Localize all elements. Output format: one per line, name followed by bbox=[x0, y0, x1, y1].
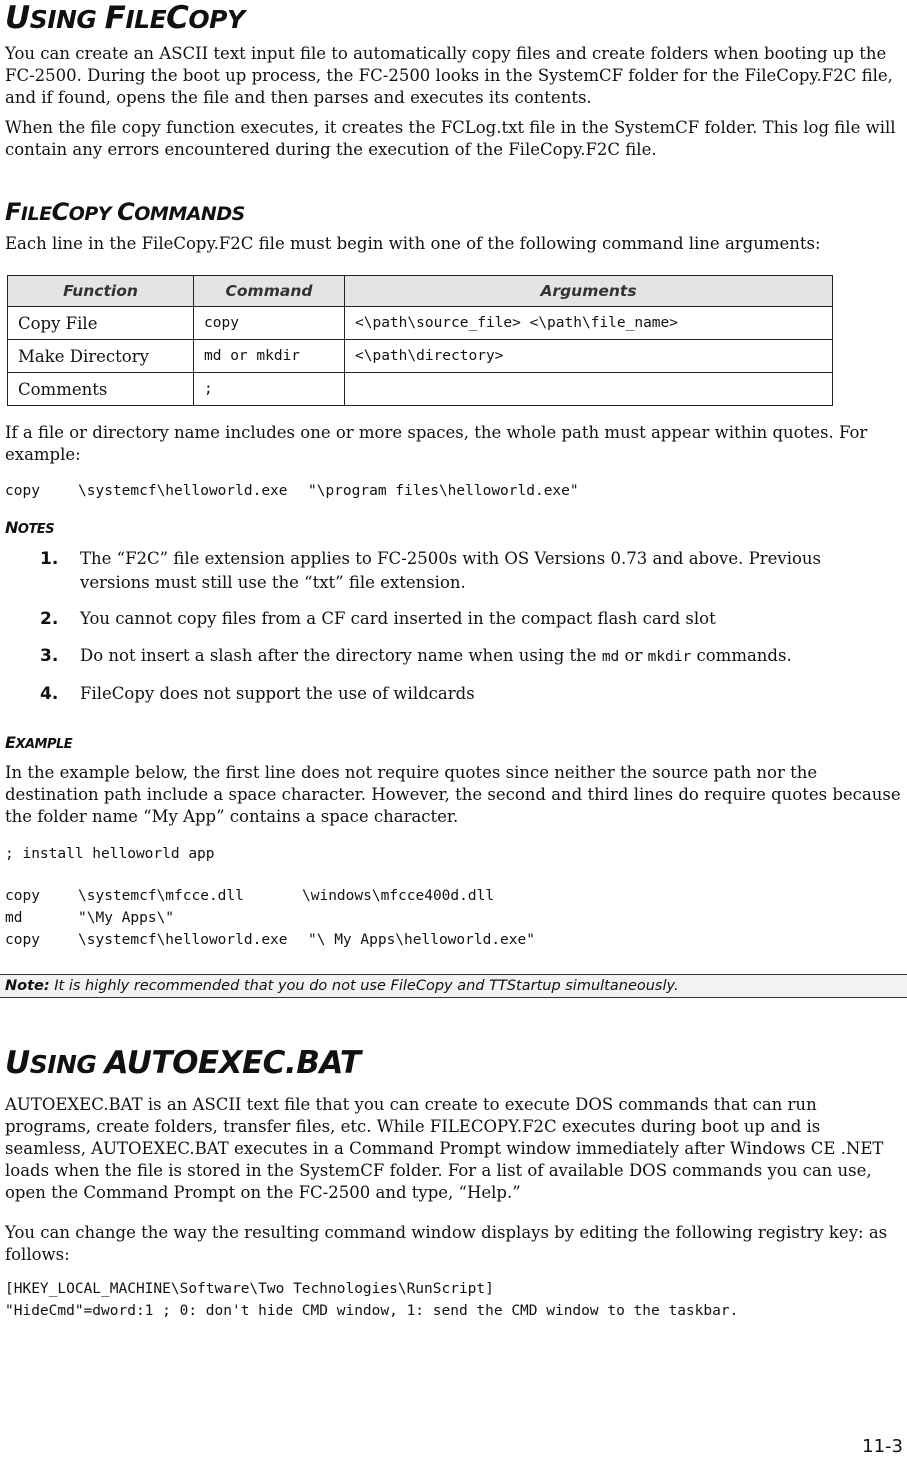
header-function: Function bbox=[8, 276, 194, 307]
list-text-part: Do not insert a slash after the directory name when using the bbox=[80, 646, 602, 665]
code-command: md bbox=[5, 910, 23, 926]
code-line bbox=[5, 907, 535, 929]
heading-example bbox=[5, 733, 72, 755]
cell-function: Comments bbox=[8, 373, 194, 406]
heading-letter: N bbox=[5, 518, 18, 537]
code-source: \systemcf\mfcce.dll bbox=[78, 888, 244, 904]
heading-letter: U bbox=[5, 0, 30, 36]
list-text: FileCopy does not support the use of wildcards bbox=[80, 684, 475, 703]
code-source: "\My Apps\" bbox=[78, 910, 175, 926]
code-mkdir: mkdir bbox=[647, 649, 692, 665]
filecopy-log-paragraph: When the file copy function executes, it creates the FCLog.txt file in the SystemCF folder. This log file will contain any errors encountered during the execution of the FileCopy.F2C file. bbox=[5, 118, 896, 159]
heading-letter: F bbox=[104, 0, 126, 36]
cell-command: copy bbox=[194, 307, 345, 340]
cell-command: md or mkdir bbox=[194, 340, 345, 373]
cell-arguments bbox=[345, 373, 833, 406]
example-comment bbox=[5, 843, 215, 866]
notes-list bbox=[5, 547, 902, 706]
heading-text: ILE bbox=[20, 203, 52, 225]
heading-text: XAMPLE bbox=[15, 737, 73, 752]
header-command: Command bbox=[194, 276, 345, 307]
heading-notes bbox=[5, 518, 54, 540]
table-row bbox=[8, 340, 833, 373]
table-header-row bbox=[8, 276, 833, 307]
code-command: copy bbox=[5, 483, 40, 499]
commands-table bbox=[7, 275, 833, 406]
section-using-filecopy bbox=[5, 0, 902, 161]
spaces-note-paragraph: If a file or directory name includes one or more spaces, the whole path must appear within quotes. For example: bbox=[5, 423, 868, 464]
heading-text: OPY bbox=[68, 203, 118, 225]
section-filecopy-commands bbox=[5, 199, 902, 255]
cell-arguments: <\path\directory> bbox=[345, 340, 833, 373]
page-number: 11-3 bbox=[862, 1436, 903, 1457]
heading-letter: F bbox=[5, 198, 21, 226]
heading-letter: C bbox=[51, 198, 69, 226]
heading-text: OTES bbox=[17, 522, 55, 537]
autoexec-paragraph: AUTOEXEC.BAT is an ASCII text file that you can create to execute DOS commands that can run programs, create folders, transfer files, etc. While FILECOPY.F2C executes during boot up and is seamless, AUTOEXEC.BAT executes in a Command Prompt window immediately after Windows CE .NET loads when the file is stored in the SystemCF folder. For a list of available DOS commands you can use, open the Command Prompt on the FC-2500 and type, “Help.” bbox=[5, 1095, 884, 1202]
heading-using-filecopy bbox=[5, 0, 902, 37]
code-line bbox=[5, 929, 535, 951]
note-box bbox=[0, 974, 907, 998]
code-destination: "\ My Apps\helloworld.exe" bbox=[308, 932, 535, 948]
list-text-part: or bbox=[619, 646, 648, 665]
code-command: copy bbox=[5, 932, 40, 948]
list-item bbox=[5, 547, 902, 595]
example-paragraph: In the example below, the first line does not require quotes since neither the source path nor the destination path include a space character. However, the second and third lines do require quotes because the folder name “My App” contains a space character. bbox=[5, 763, 901, 826]
note-text: It is highly recommended that you do not use FileCopy and TTStartup simultaneously. bbox=[49, 978, 679, 994]
heading-letter: C bbox=[117, 198, 135, 226]
code-destination: "\program files\helloworld.exe" bbox=[308, 483, 579, 499]
filecopy-intro-paragraph: You can create an ASCII text input file to automatically copy files and create folders when booting up the FC-2500. During the boot up process, the FC-2500 looks in the SystemCF folder for the FileCopy.F2C file, and if found, opens the file and then parses and executes its contents. bbox=[5, 44, 893, 107]
list-text bbox=[80, 644, 792, 669]
code-comment: ; install helloworld app bbox=[5, 846, 215, 862]
code-source: \systemcf\helloworld.exe bbox=[78, 932, 288, 948]
code-line: "HideCmd"=dword:1 ; 0: don't hide CMD window, 1: send the CMD window to the taskbar. bbox=[5, 1303, 739, 1319]
code-command: copy bbox=[5, 888, 40, 904]
list-item bbox=[5, 644, 902, 669]
heading-text: OPY bbox=[188, 5, 245, 34]
list-number: 4. bbox=[40, 684, 59, 704]
cell-function: Copy File bbox=[8, 307, 194, 340]
example-code-block bbox=[5, 885, 535, 951]
heading-text: ILE bbox=[125, 5, 167, 34]
heading-text: OMMANDS bbox=[134, 203, 245, 225]
list-number: 1. bbox=[40, 549, 59, 569]
list-number: 3. bbox=[40, 646, 59, 666]
list-item bbox=[5, 607, 902, 631]
code-line: [HKEY_LOCAL_MACHINE\Software\Two Technologies\RunScript] bbox=[5, 1281, 494, 1297]
registry-code-block bbox=[5, 1278, 738, 1322]
list-text: You cannot copy files from a CF card inserted in the compact flash card slot bbox=[80, 609, 716, 628]
list-text-part: commands. bbox=[691, 646, 792, 665]
code-destination: \windows\mfcce400d.dll bbox=[302, 888, 495, 904]
list-text: The “F2C” file extension applies to FC-2500s with OS Versions 0.73 and above. Previous versions must still use the “txt” file extension. bbox=[80, 549, 822, 592]
code-md: md bbox=[601, 649, 620, 665]
table-row bbox=[8, 307, 833, 340]
cell-command: ; bbox=[194, 373, 345, 406]
commands-intro: Each line in the FileCopy.F2C file must begin with one of the following command line arguments: bbox=[5, 234, 821, 253]
heading-text: SING bbox=[29, 1050, 105, 1079]
list-item bbox=[5, 682, 902, 706]
heading-text: SING bbox=[29, 5, 105, 34]
heading-letter: U bbox=[5, 1045, 30, 1081]
heading-using-autoexec bbox=[5, 1046, 361, 1082]
code-line bbox=[5, 885, 535, 907]
heading-filecopy-commands bbox=[5, 199, 902, 227]
registry-intro-paragraph: You can change the way the resulting command window displays by editing the following registry key: as follows: bbox=[5, 1223, 888, 1264]
code-source: \systemcf\helloworld.exe bbox=[78, 483, 288, 499]
heading-text-main: AUTOEXEC.BAT bbox=[104, 1045, 361, 1081]
table-row bbox=[8, 373, 833, 406]
note-label: Note: bbox=[5, 978, 50, 994]
header-arguments: Arguments bbox=[345, 276, 833, 307]
heading-letter: E bbox=[5, 733, 16, 752]
cell-function: Make Directory bbox=[8, 340, 194, 373]
commands-table-wrap bbox=[5, 275, 833, 406]
heading-letter: C bbox=[166, 0, 189, 36]
spaces-example-code bbox=[5, 480, 579, 503]
list-number: 2. bbox=[40, 609, 59, 629]
cell-arguments: <\path\source_file> <\path\file_name> bbox=[345, 307, 833, 340]
